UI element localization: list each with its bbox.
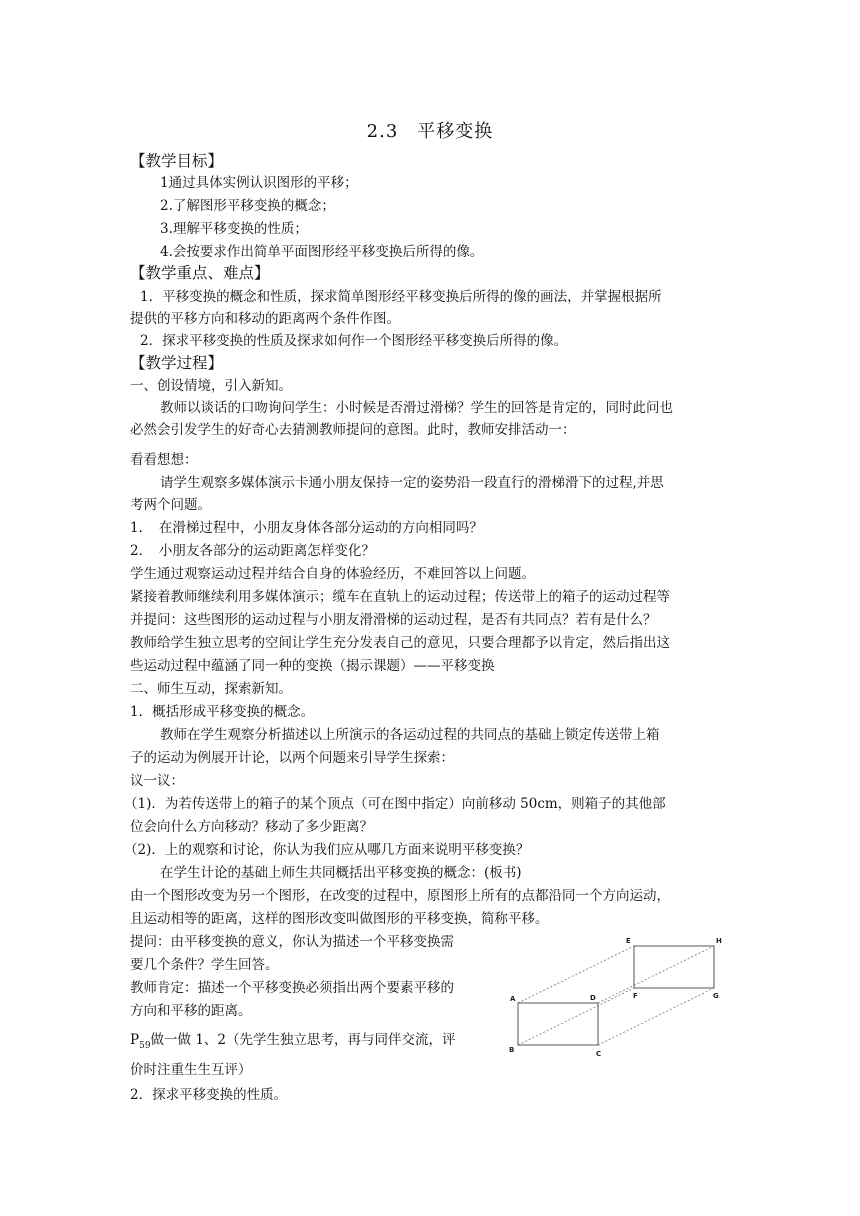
question-2: 2． 小朋友各部分的运动距离怎样变化？ [130, 543, 375, 559]
page-ref-p: P [130, 1032, 140, 1048]
discuss-1-line1: （1)．为若传送带上的箱子的某个顶点（可在图中指定）向前移动 50cm，则箱子的其他部 [124, 796, 666, 812]
vertex-label-d: D [590, 994, 596, 1002]
keypoint-1-line2: 提供的平移方向和移动的距离两个条件作图。 [130, 311, 400, 327]
keypoint-2: 2．探求平移变换的性质及探求如何作一个图形经平移变换后所得的像。 [140, 333, 568, 349]
para-4-line2: 并提问：这些图形的运动过程与小朋友滑滑梯的运动过程，是否有共同点？若有是什么？ [130, 612, 657, 628]
subheading-2: 2．探求平移变换的性质。 [130, 1087, 288, 1103]
page-title: 2.3 平移变换 [366, 121, 494, 142]
label-discuss: 议一议： [130, 773, 184, 789]
vertex-label-b: B [509, 1046, 515, 1054]
heading-2: 二、师生互动，探索新知。 [130, 681, 292, 697]
para-6-line1: 教师在学生观察分析描述以上所演示的各运动过程的共同点的基础上锁定传送带上箱 [160, 727, 660, 743]
section-heading-keypoints: 【教学重点、难点】 [130, 264, 270, 282]
para-9-line1: 提问：由平移变换的意义，你认为描述一个平移变换需 [130, 934, 454, 950]
para-7: 在学生计论的基础上师生共同概括出平移变换的概念：(板书) [160, 865, 522, 881]
para-1-line2: 必然会引发学生的好奇心去猜测教师提问的意图。此时，教师安排活动一： [130, 422, 576, 438]
goal-item-1: 1通过具体实例认识图形的平移； [160, 175, 358, 191]
para-11-line2: 价时注重生生互评） [130, 1062, 252, 1078]
label-look-think: 看看想想： [130, 452, 198, 468]
vertex-label-e: E [626, 937, 631, 945]
para-2-line2: 考两个问题。 [130, 497, 211, 513]
para-8-line1: 由一个图形改变为另一个图形，在改变的过程中，原图形上所有的点都沿同一个方向运动， [130, 888, 670, 904]
para-3: 学生通过观察运动过程并结合自身的体验经历，不难回答以上问题。 [130, 566, 535, 582]
para-6-line2: 子的运动为例展开计论，以两个问题来引导学生探索： [130, 750, 454, 766]
heading-1: 一、创设情境，引入新知。 [130, 378, 292, 394]
translation-line-a-e [518, 946, 634, 1003]
translation-line-c-g [598, 988, 714, 1045]
para-5-line1: 教师给学生独立思考的空间让学生充分发表自己的意见，只要合理都予以肯定，然后指出这 [130, 635, 670, 651]
goal-item-2: 2.了解图形平移变换的概念； [160, 198, 335, 214]
vertex-label-c: C [596, 1050, 602, 1058]
section-heading-goals: 【教学目标】 [130, 152, 224, 170]
para-11-text: 做一做 1、2（先学生独立思考，再与同伴交流，评 [150, 1032, 456, 1048]
para-8-line2: 且运动相等的距离，这样的图形改变叫做图形的平移变换，简称平移。 [130, 911, 549, 927]
translation-line-d-h [598, 946, 714, 1003]
translation-line-b-f [518, 988, 634, 1045]
discuss-1-line2: 位会向什么方向移动？移动了多少距离？ [130, 819, 373, 835]
vertex-label-g: G [713, 992, 719, 1000]
discuss-2: （2)．上的观察和讨论，你认为我们应从哪几方面来说明平移变换？ [124, 842, 530, 858]
goal-item-4: 4.会按要求作出简单平面图形经平移变换后所得的像。 [160, 244, 484, 260]
para-1-line1: 教师以谈话的口吻询问学生：小时候是否滑过滑梯？学生的回答是肯定的，同时此问也 [160, 400, 673, 416]
translation-figure [500, 930, 740, 1060]
translated-rectangle [634, 946, 714, 988]
para-5-line2: 些运动过程中蕴涵了同一种的变换（揭示课题）——平移变换 [130, 658, 495, 674]
para-11-line1 [130, 1030, 456, 1052]
vertex-label-f: F [633, 992, 638, 1000]
para-4-line1: 紧接着教师继续利用多媒体演示；缆车在直轨上的运动过程；传送带上的箱子的运动过程等 [130, 589, 670, 605]
para-2-line1: 请学生观察多媒体演示卡通小朋友保持一定的姿势沿一段直行的滑梯滑下的过程,并思 [160, 475, 664, 491]
para-10-line1: 教师肯定：描述一个平移变换必须指出两个要素平移的 [130, 980, 454, 996]
vertex-label-a: A [510, 995, 516, 1003]
question-1: 1． 在滑梯过程中，小朋友身体各部分运动的方向相同吗？ [130, 520, 483, 536]
goal-item-3: 3.理解平移变换的性质； [160, 221, 308, 237]
page-ref-number: 59 [139, 1041, 151, 1051]
para-10-line2: 方向和平移的距离。 [130, 1003, 252, 1019]
section-heading-process: 【教学过程】 [130, 354, 224, 372]
para-9-line2: 要几个条件？学生回答。 [130, 957, 279, 973]
vertex-label-h: H [716, 937, 722, 945]
keypoint-1-line1: 1．平移变换的概念和性质，探求简单图形经平移变换后所得的像的画法，并掌握根据所 [140, 289, 662, 305]
subheading-1: 1．概括形成平移变换的概念。 [130, 704, 315, 720]
